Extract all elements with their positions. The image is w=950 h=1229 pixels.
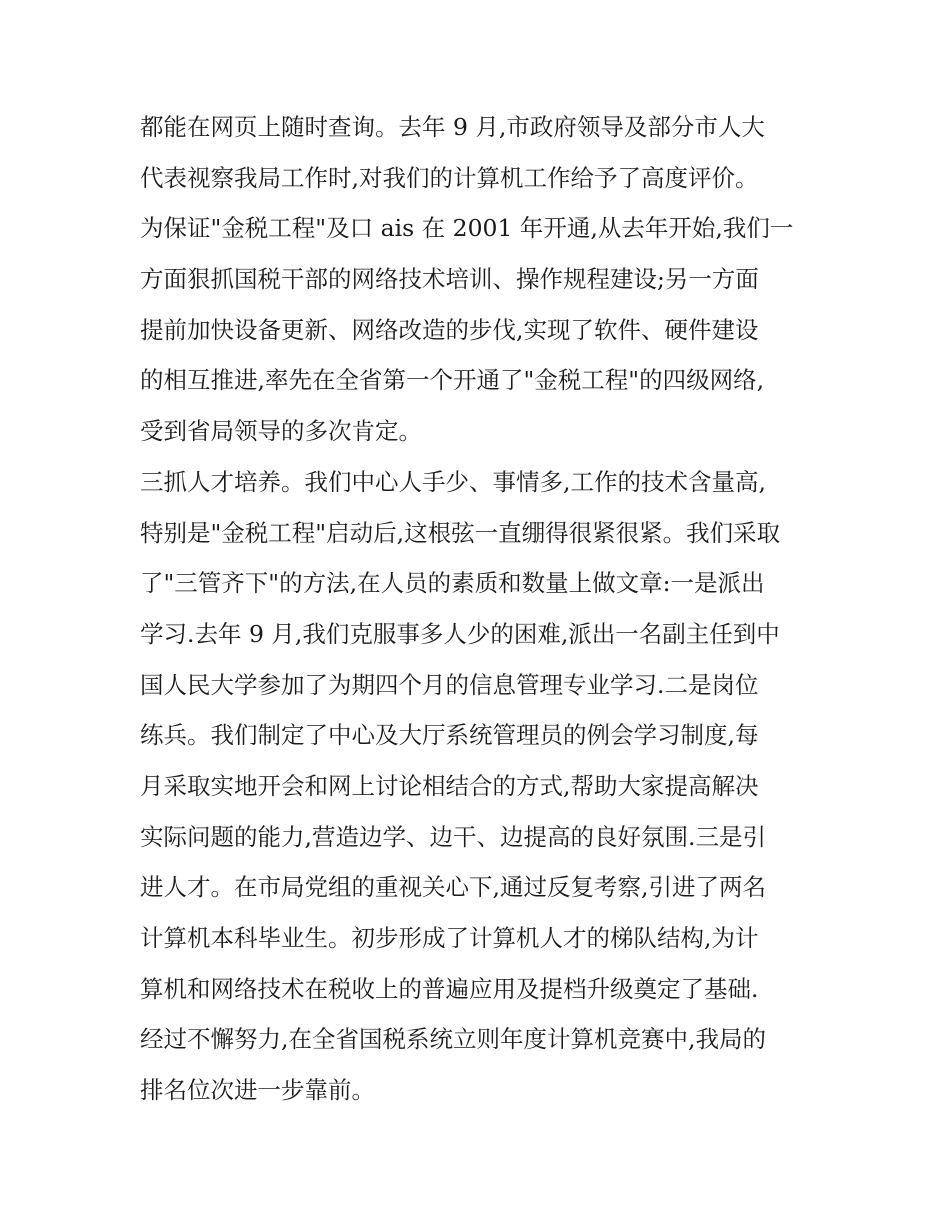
text-line: 实际问题的能力,营造边学、边干、边提高的良好氛围.三是引 [140,822,766,851]
text-line: 代表视察我局工作时,对我们的计算机工作给予了高度评价。 [140,163,759,192]
text-line: 算机和网络技术在税收上的普遍应用及提档升级奠定了基础. [140,974,759,1003]
text-line: 特别是"金税工程"启动后,这根弦一直绷得很紧很紧。我们采取 [140,518,781,547]
text-line: 排名位次进一步靠前。 [140,1076,375,1105]
text-line: 练兵。我们制定了中心及大厅系统管理员的例会学习制度,每 [140,721,759,750]
text-line: 月采取实地开会和网上讨论相结合的方式,帮助大家提高解决 [140,771,759,800]
text-line: 为保证"金税工程"及口 ais 在 2001 年开通,从去年开始,我们一 [140,214,794,243]
text-line: 受到省局领导的多次肯定。 [140,417,422,446]
body-text [140,102,830,1116]
text-line: 国人民大学参加了为期四个月的信息管理专业学习.二是岗位 [140,670,759,699]
text-line: 方面狠抓国税干部的网络技术培训、操作规程建设;另一方面 [140,265,759,294]
text-line: 计算机本科毕业生。初步形成了计算机人才的梯队结构,为计 [140,924,759,952]
text-line: 经过不懈努力,在全省国税系统立则年度计算机竞赛中,我局的 [140,1025,766,1054]
text-line: 都能在网页上随时查询。去年 9 月,市政府领导及部分市人大 [140,113,765,141]
text-line: 三抓人才培养。我们中心人手少、事情多,工作的技术含量高, [140,467,766,496]
text-line: 学习.去年 9 月,我们克服事多人少的困难,派出一名副主任到中 [140,619,780,648]
text-line: 提前加快设备更新、网络改造的步伐,实现了软件、硬件建设 [140,315,759,344]
text-line: 的相互推进,率先在全省第一个开通了"金税工程"的四级网络, [140,366,765,395]
text-line: 进人才。在市局党组的重视关心下,通过反复考察,引进了两名 [140,873,766,902]
text-line: 了"三管齐下"的方法,在人员的素质和数量上做文章:一是派出 [140,569,765,598]
